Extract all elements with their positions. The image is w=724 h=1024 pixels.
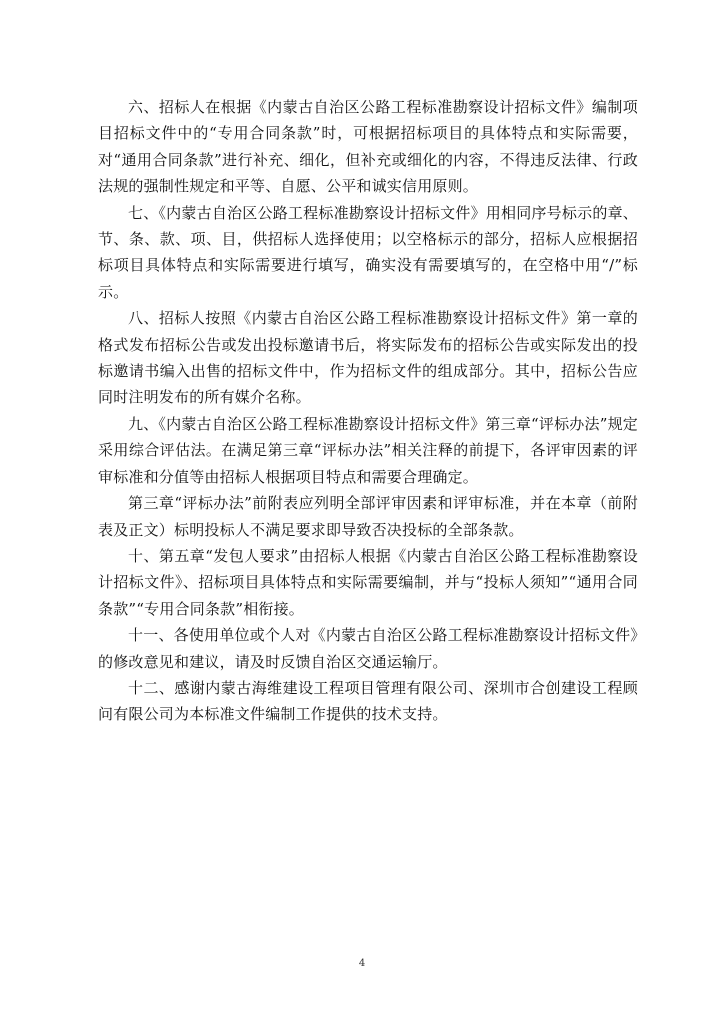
paragraph-item-10: 十、第五章“发包人要求”由招标人根据《内蒙古自治区公路工程标准勘察设计招标文件》、招标项目具体特点和实际需要编制，并与“投标人须知”“通用合同条款”“专用合同条款”相衔接。 xyxy=(98,546,638,618)
paragraph-item-12: 十二、感谢内蒙古海维建设工程项目管理有限公司、深圳市合创建设工程顾问有限公司为本标准文件编制工作提供的技术支持。 xyxy=(98,678,638,724)
paragraph-item-9: 九、《内蒙古自治区公路工程标准勘察设计招标文件》第三章“评标办法”规定采用综合评估法。在满足第三章“评标办法”相关注释的前提下，各评审因素的评审标准和分值等由招标人根据项目特点和需要合理确定。 xyxy=(98,414,638,486)
document-body xyxy=(98,94,638,728)
paragraph-item-6: 六、招标人在根据《内蒙古自治区公路工程标准勘察设计招标文件》编制项目招标文件中的“专用合同条款”时，可根据招标项目的具体特点和实际需要，对“通用合同条款”进行补充、细化，但补充或细化的内容，不得违反法律、行政法规的强制性规定和平等、自愿、公平和诚实信用原则。 xyxy=(98,98,638,196)
paragraph-item-8: 八、招标人按照《内蒙古自治区公路工程标准勘察设计招标文件》第一章的格式发布招标公告或发出投标邀请书后，将实际发布的招标公告或实际发出的投标邀请书编入出售的招标文件中，作为招标文件的组成部分。其中，招标公告应同时注明发布的所有媒介名称。 xyxy=(98,309,638,407)
paragraph-item-9-note: 第三章“评标办法”前附表应列明全部评审因素和评审标准，并在本章（前附表及正文）标明投标人不满足要求即导致否决投标的全部条款。 xyxy=(98,494,638,539)
page-number: 4 xyxy=(358,958,366,969)
paragraph-item-7: 七、《内蒙古自治区公路工程标准勘察设计招标文件》用相同序号标示的章、节、条、款、项、目，供招标人选择使用；以空格标示的部分，招标人应根据招标项目具体特点和实际需要进行填写，确实没有需要填写的，在空格中用“/”标示。 xyxy=(98,203,638,301)
paragraph-item-11: 十一、各使用单位或个人对《内蒙古自治区公路工程标准勘察设计招标文件》的修改意见和建议，请及时反馈自治区交通运输厅。 xyxy=(98,626,638,671)
